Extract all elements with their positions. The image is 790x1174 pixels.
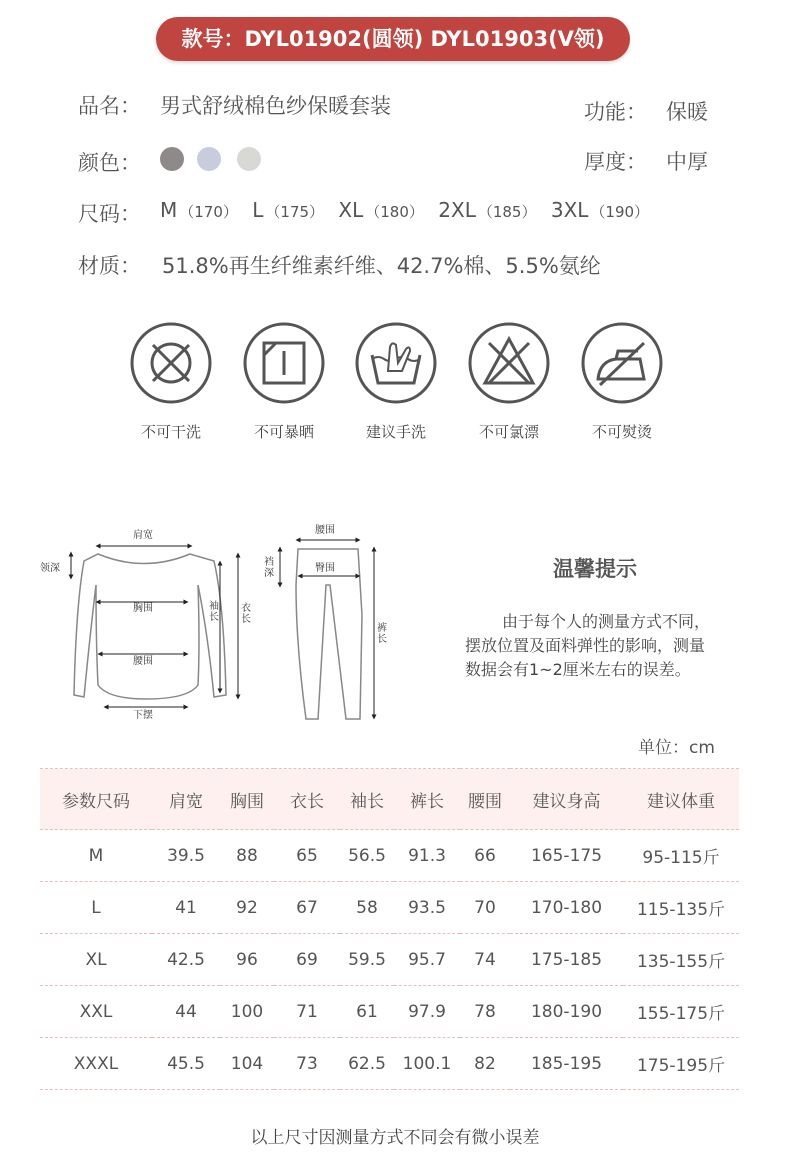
care-item-no-sun-dry (242, 321, 326, 441)
table-cell: L (91, 897, 101, 918)
table-cell: 66 (474, 845, 496, 866)
unit-label: 单位：cm (638, 738, 715, 758)
product-name-label: 品名： (78, 94, 141, 118)
no-sun-dry-icon (242, 321, 326, 405)
table-header-cell: 袖长 (350, 791, 384, 812)
table-header-row (40, 769, 739, 830)
table-cell: 165-175 (530, 845, 603, 866)
hand-wash-icon (354, 321, 438, 405)
table-header-cell: 建议体重 (647, 791, 715, 812)
table-cell: 56.5 (348, 845, 386, 866)
table-cell: 82 (474, 1053, 496, 1074)
table-cell: 69 (296, 949, 318, 970)
table-cell: XL (85, 949, 107, 970)
table-cell: 180-190 (530, 1001, 603, 1022)
care-label: 不可暴晒 (253, 423, 314, 441)
size-height: （170） (179, 203, 238, 221)
diagram-label-chest: 胸围 (133, 603, 153, 614)
table-cell: XXXL (73, 1053, 119, 1074)
diagram-label-pants-waist: 腰围 (315, 525, 335, 536)
care-item-no-iron (580, 321, 664, 441)
table-cell: 42.5 (167, 949, 205, 970)
size-code: L (252, 198, 264, 222)
table-cell: 74 (474, 949, 496, 970)
table-row (40, 882, 739, 934)
care-item-no-bleach (467, 321, 551, 441)
table-cell: 61 (356, 1001, 378, 1022)
table-row (40, 830, 739, 882)
care-label: 不可熨烫 (591, 423, 652, 441)
table-cell: 70 (474, 897, 496, 918)
table-header-cell: 胸围 (230, 791, 264, 812)
footnote: 以上尺寸因测量方式不同会有微小误差 (250, 1128, 540, 1148)
table-cell: 185-195 (530, 1053, 603, 1074)
table-cell: 73 (296, 1053, 318, 1074)
size-label: 尺码： (78, 202, 141, 226)
notice-line: 数据会有1~2厘米左右的误差。 (465, 660, 691, 679)
material-value: 51.8%再生纤维素纤维、42.7%棉、5.5%氨纶 (162, 254, 601, 278)
function-label: 功能： (584, 100, 647, 124)
table-cell: XXL (79, 1001, 113, 1022)
size-list (160, 198, 657, 222)
pants-measurement-diagram (260, 525, 400, 725)
table-row (40, 986, 739, 1038)
table-header-cell: 衣长 (290, 791, 324, 812)
care-item-hand-wash (354, 321, 438, 441)
color-swatch-gray (160, 147, 184, 171)
notice-line: 摆放位置及面料弹性的影响，测量 (465, 636, 706, 655)
model-number-banner: 款号：DYL01902(圆领) DYL01903(V领) (156, 17, 630, 61)
table-cell: 62.5 (348, 1053, 386, 1074)
no-dry-clean-icon (129, 321, 213, 405)
diagram-label-sleeve-length: 袖长 (209, 601, 219, 623)
color-swatch-light-gray (237, 147, 261, 171)
table-cell: 67 (296, 897, 318, 918)
size-height: （185） (477, 203, 537, 221)
no-bleach-icon (467, 321, 551, 405)
table-cell: 100 (230, 1001, 264, 1022)
table-cell: 175-195斤 (636, 1056, 726, 1076)
notice-line: 由于每个人的测量方式不同， (502, 612, 711, 631)
diagram-label-neck-depth: 领深 (40, 563, 60, 574)
table-header-cell: 肩宽 (169, 791, 203, 812)
table-cell: 97.9 (408, 1001, 446, 1022)
size-height: （175） (265, 203, 325, 221)
table-header-cell: 裤长 (410, 791, 444, 812)
diagram-label-rise: 裆深 (264, 557, 274, 579)
table-cell: 41 (175, 897, 197, 918)
table-cell: 65 (296, 845, 318, 866)
diagram-label-hem: 下摆 (133, 710, 153, 721)
diagram-label-garment-length: 衣长 (241, 603, 251, 625)
table-row (40, 934, 739, 986)
table-header-cell: 腰围 (468, 791, 502, 812)
function-value: 保暖 (666, 100, 708, 124)
diagram-label-waist: 腰围 (133, 656, 153, 667)
diagram-label-pants-length: 裤长 (377, 623, 387, 645)
table-cell: 135-155斤 (636, 952, 726, 972)
care-label: 建议手洗 (365, 423, 426, 441)
table-header-cell: 建议身高 (532, 791, 601, 812)
table-cell: 59.5 (348, 949, 386, 970)
table-header-cell: 参数尺码 (62, 791, 130, 812)
notice-title: 温馨提示 (553, 557, 637, 581)
table-cell: 44 (175, 1001, 197, 1022)
diagram-label-thigh: 臀围 (315, 563, 335, 574)
table-cell: 58 (356, 897, 378, 918)
shirt-measurement-diagram (38, 525, 268, 725)
diagram-label-shoulder: 肩宽 (133, 530, 153, 541)
table-cell: 155-175斤 (636, 1004, 726, 1024)
size-code: M (160, 198, 178, 222)
table-cell: 71 (296, 1001, 318, 1022)
table-cell: 95.7 (408, 949, 446, 970)
care-item-no-dry-clean (129, 321, 213, 441)
product-name-value: 男式舒绒棉色纱保暖套装 (160, 94, 391, 118)
table-row (40, 1038, 739, 1090)
size-code: 3XL (550, 198, 589, 222)
care-label: 不可干洗 (140, 423, 201, 441)
size-height: （180） (365, 203, 424, 221)
table-cell: 78 (474, 1001, 496, 1022)
thickness-label: 厚度： (584, 150, 647, 174)
notice-text (465, 610, 750, 682)
table-cell: 88 (236, 845, 258, 866)
size-height: （190） (590, 203, 650, 221)
color-swatch-lavender (197, 147, 221, 171)
table-cell: 39.5 (167, 845, 205, 866)
no-iron-icon (580, 321, 664, 405)
table-cell: 95-115斤 (642, 848, 720, 868)
table-cell: 96 (236, 949, 258, 970)
table-cell: 93.5 (408, 897, 446, 918)
size-table (40, 768, 739, 1090)
table-cell: 175-185 (530, 949, 603, 970)
care-label: 不可氯漂 (478, 423, 539, 441)
size-code: XL (338, 198, 364, 222)
table-cell: 104 (230, 1053, 264, 1074)
material-label: 材质： (78, 254, 141, 278)
table-cell: M (88, 845, 104, 866)
table-cell: 92 (236, 897, 258, 918)
size-code: 2XL (438, 198, 476, 222)
table-cell: 170-180 (530, 897, 603, 918)
table-cell: 115-135斤 (636, 900, 726, 920)
table-cell: 100.1 (402, 1053, 452, 1074)
thickness-value: 中厚 (666, 150, 708, 174)
table-cell: 45.5 (167, 1053, 205, 1074)
color-label: 颜色： (78, 151, 141, 175)
table-cell: 91.3 (408, 845, 446, 866)
shirt-outline (38, 525, 268, 725)
